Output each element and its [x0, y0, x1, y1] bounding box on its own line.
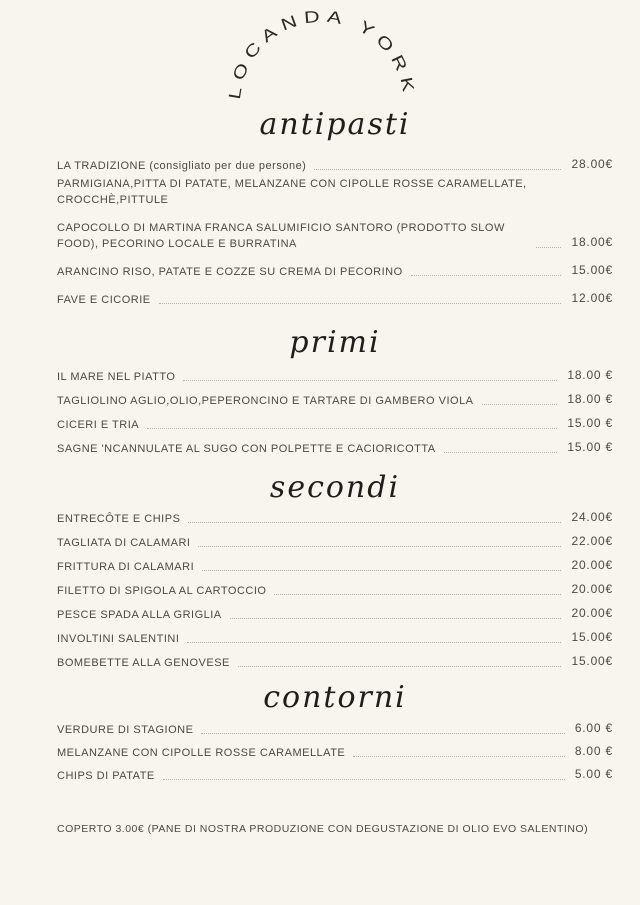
- menu-item-row: [57, 583, 613, 599]
- leader-line: [187, 642, 561, 643]
- item-name: ARANCINO RISO, PATATE E COZZE SU CREMA DI PECORINO: [57, 265, 403, 278]
- menu-content: [0, 106, 640, 837]
- item-name: CICERI E TRIA: [57, 419, 140, 431]
- leader-line: [536, 247, 561, 248]
- item-price: 8.00 €: [574, 744, 613, 758]
- item-name: MELANZANE CON CIPOLLE ROSSE CARAMELLATE: [57, 747, 346, 759]
- menu-item-row: [57, 158, 613, 174]
- menu-item-row: [57, 417, 613, 433]
- item-name: IL MARE NEL PIATTO: [57, 371, 176, 383]
- item-name: ENTRECÔTE E CHIPS: [57, 512, 181, 525]
- item-price: 24.00€: [571, 509, 613, 524]
- restaurant-logo-arc: [0, 0, 640, 112]
- svg-text:LOCANDA YORK: [226, 7, 418, 100]
- item-price: 22.00€: [571, 533, 613, 548]
- menu-item-row: [57, 559, 613, 575]
- section-title-contorni: contorni: [263, 679, 407, 715]
- item-price: 20.00€: [571, 557, 613, 572]
- item-price: 6.00 €: [574, 721, 613, 735]
- item-price: 15.00€: [571, 262, 613, 277]
- leader-line: [188, 522, 561, 523]
- item-price: 15.00€: [571, 653, 613, 668]
- menu-item-row: [57, 264, 613, 280]
- section-title-secondi: secondi: [269, 470, 401, 505]
- item-name: CHIPS DI PATATE: [57, 770, 155, 782]
- menu-item-row: [57, 655, 613, 671]
- coperto-note: COPERTO 3.00€ (PANE DI NOSTRA PRODUZIONE CON DEGUSTAZIONE DI OLIO EVO SALENTINO): [57, 823, 589, 835]
- leader-line: [163, 779, 565, 780]
- item-name: SAGNE 'NCANNULATE AL SUGO CON POLPETTE E CACIORICOTTA: [57, 443, 436, 455]
- leader-line: [238, 666, 562, 667]
- item-name: FILETTO DI SPIGOLA AL CARTOCCIO: [57, 584, 267, 597]
- section-contorni: [57, 722, 613, 784]
- section-primi: [57, 369, 613, 457]
- section-secondi: [57, 511, 613, 671]
- menu-item-row: [57, 631, 613, 647]
- item-name: INVOLTINI SALENTINI: [57, 632, 180, 645]
- item-name: CAPOCOLLO DI MARTINA FRANCA SALUMIFICIO SANTORO (PRODOTTO SLOW FOOD), PECORINO LOCALE E BURRATINA: [57, 221, 505, 250]
- item-price: 20.00€: [571, 605, 613, 620]
- item-name: FAVE E CICORIE: [57, 293, 151, 306]
- item-name: BOMEBETTE ALLA GENOVESE: [57, 656, 230, 669]
- item-name: TAGLIOLINO AGLIO,OLIO,PEPERONCINO E TARTARE DI GAMBERO VIOLA: [57, 395, 474, 407]
- item-price: 20.00€: [571, 581, 613, 596]
- item-name: TAGLIATA DI CALAMARI: [57, 536, 191, 549]
- menu-item-row: [57, 607, 613, 623]
- section-antipasti: [57, 158, 613, 308]
- item-price: 18.00€: [571, 234, 613, 249]
- leader-line: [482, 404, 558, 405]
- item-price: 28.00€: [571, 156, 613, 171]
- item-price: 5.00 €: [574, 767, 613, 781]
- leader-line: [159, 303, 562, 304]
- item-name: VERDURE DI STAGIONE: [57, 724, 194, 736]
- menu-item-row: [57, 441, 613, 457]
- menu-item-row: [57, 393, 613, 409]
- item-price: 12.00€: [571, 290, 613, 305]
- restaurant-name: LOCANDA YORK: [225, 7, 418, 101]
- leader-line: [198, 546, 561, 547]
- item-price: 15.00 €: [567, 416, 613, 430]
- leader-line: [353, 756, 565, 757]
- item-name: FRITTURA DI CALAMARI: [57, 560, 195, 573]
- leader-line: [314, 169, 561, 170]
- menu-item-row: [57, 768, 613, 784]
- leader-line: [230, 618, 562, 619]
- leader-line: [183, 380, 557, 381]
- item-description: PARMIGIANA,PITTA DI PATATE, MELANZANE CON CIPOLLE ROSSE CARAMELLATE, CROCCHÈ,PITTULE: [57, 177, 527, 206]
- section-title-primi: primi: [289, 324, 381, 360]
- menu-item-row: [57, 745, 613, 761]
- leader-line: [411, 275, 562, 276]
- menu-item-row: [57, 292, 613, 308]
- item-price: 15.00 €: [567, 440, 613, 454]
- item-price: 18.00 €: [567, 368, 613, 382]
- leader-line: [202, 570, 561, 571]
- menu-item-row: [57, 511, 613, 527]
- menu-item-row: [57, 220, 613, 252]
- item-price: 18.00 €: [567, 392, 613, 406]
- item-name: LA TRADIZIONE (consigliato per due persone): [57, 159, 307, 172]
- menu-item-row: [57, 535, 613, 551]
- menu-item-row: [57, 722, 613, 738]
- menu-item-row: [57, 369, 613, 385]
- leader-line: [201, 733, 564, 734]
- leader-line: [274, 594, 561, 595]
- section-title-antipasti: antipasti: [259, 107, 411, 142]
- leader-line: [444, 452, 558, 453]
- leader-line: [147, 428, 557, 429]
- item-price: 15.00€: [571, 629, 613, 644]
- item-name: PESCE SPADA ALLA GRIGLIA: [57, 608, 222, 621]
